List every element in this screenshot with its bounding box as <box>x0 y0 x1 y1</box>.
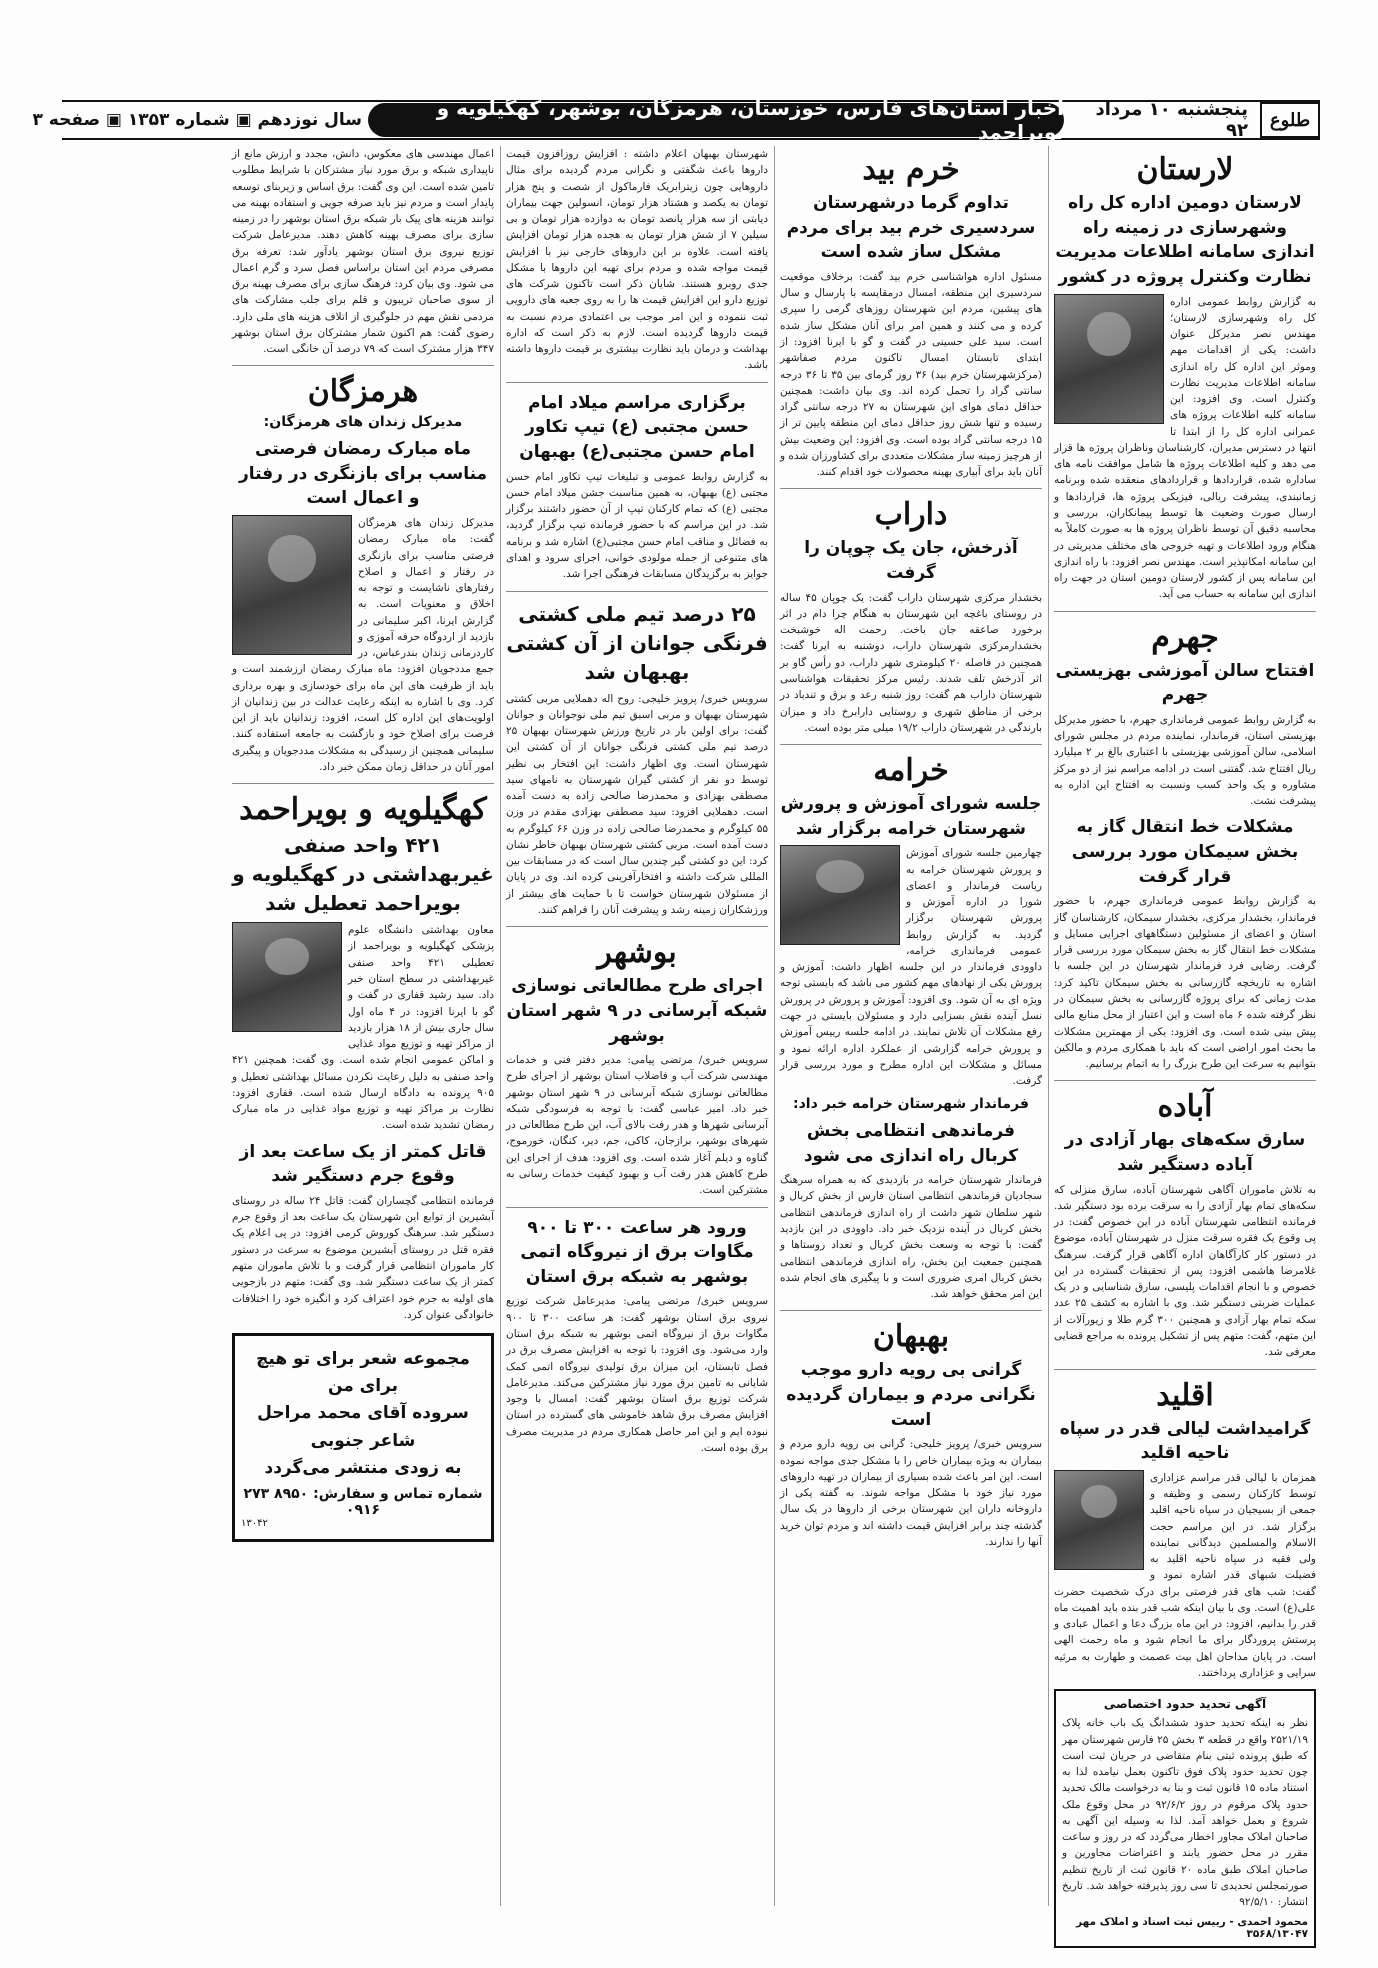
headline-jahrom-gas: مشکلات خط انتقال گاز به بخش سیمکان مورد بررسی قرار گرفت <box>1071 817 1299 887</box>
ad-line-2: سروده آقای محمد مراحل <box>257 1403 469 1424</box>
divider <box>1054 1369 1316 1370</box>
section-title-kharameh: خرامه <box>873 753 949 789</box>
article-body-abadeh: به تلاش ماموران آگاهی شهرستان آباده، سارق منزلی که سکه‌های تمام بهار آزادی را به سرقت برده بود دستگیر شد. فرمانده انتظامی شهرستان آباده در این خصوص گفت: در پی وقوع یک فقره سرقت منزل در شهرستان آباده، موضوع در دستور کار کارآگاهان اداره آگاهی قرار گرفت. سرهنگ غلامرضا هاشمی افزود: پس از تحقیقات گسترده در این خصوص و با انجام اقدامات پلیسی، سارق شناسایی و در یک عملیات ضربتی دستگیر شد. وی با اشاره به کشف ۲۵ عدد سکه تمام بهار آزادی و همچنین ۳۰۰ گرم طلا و زیورآلات از این متهم، گفت: متهم پس از تشکیل پرونده به مراجع قضایی معرفی شد. <box>1054 1183 1316 1359</box>
headline-larestan: لارستان دومین اداره کل راه وشهرسازی در زمینه راه اندازی سامانه اطلاعات مدیریت نظارت وکنترل پروژه در کشور <box>1055 193 1315 287</box>
ad-line-4: به زودی منتشر می‌گردد <box>264 1457 462 1478</box>
kicker-hormozgan: مدیرکل زندان های هرمزگان: <box>263 414 463 431</box>
article-body-kohgiluyeh: معاون بهداشتی دانشگاه علوم پزشکی کهگیلویه و بویراحمد از تعطیلی ۴۲۱ واحد صنفی غیربهداشتی در سطح استان خبر داد. سید رشید قفاری در گفت و گو با ایرنا افزود: در ۴ ماه اول سال جاری بیش از ۱۸ هزار بازدید از مراکز تهیه و توزیع مواد غذایی و اماکن عمومی انجام شده است. وی گفت: همچنین ۴۲۱ واحد صنفی به دلیل رعایت نکردن مسائل بهداشتی تعطیل و ۹۰۵ پرونده به دادگاه ارسال شده است. قفاری افزود: نظارت بر مراکز تهیه و توزیع مواد غذایی در ماه مبارک رمضان تشدید شده است. <box>232 924 495 1132</box>
masthead <box>32 96 1320 144</box>
divider <box>232 783 494 784</box>
section-title-hormozgan: هرمزگان <box>307 374 419 410</box>
article-body-jahrom-gas: به گزارش روابط عمومی فرمانداری جهرم، با حضور فرماندار، بخشدار مرکزی، بخشدار سیمکان، کارشناسان گاز استان و اعضای از مسئولین دستگاههای اجرایی مسایل و مشکلات خط انتقال گاز به بخش سیمکان مورد بررسی قرار گرفت. رضایی فرد فرماندار شهرستان در این جلسه با اشاره به تاریخچه گازرسانی به بخش سیمکان تاکید کرد: مدت زمانی که برای پروژه گازرسانی به بخش سیمکان در نظر گرفته شده ۶ ماه است و این اعتبار از محل منابع مالی پیش بینی شده است. وی افزود: یکی از مهمترین مشکلات ما بحث امور اراضی است که باید با همکاری مردم و مالکین بتوانیم به سرعت این طرح بزرگ را به اتمام برسانیم. <box>1054 895 1317 1071</box>
article-body-behbahan-ceremony: به گزارش روابط عمومی و تبلیغات تیپ تکاور امام حسن مجتبی (ع) بهبهان، به همین مناسبت جشن میلاد امام حسن مجتبی (ع) که تمام کارکنان تیپ از آن حضور داشتند برگزار شد. در این مراسم که با حضور فرمانده تیپ برگزار گردید، به فضائل و مناقب امام حسن مجتبی(ع) اشاره شد و برنامه های متنوعی از جمله مولودی خوانی، اجرای سرود و اهدای جوایز به برگزیدگان مسابقات فرهنگی اجرا شد. <box>506 470 768 581</box>
headline-bushehr: اجرای طرح مطالعاتی نوسازی شبکه آبرسانی در ۹ شهر استان بوشهر <box>506 976 768 1046</box>
column-divider <box>1048 146 1049 1906</box>
divider <box>780 744 1042 745</box>
headline-bushehr-power: ورود هر ساعت ۳۰۰ تا ۹۰۰ مگاوات برق از نیروگاه اتمی بوشهر به شبکه برق استان <box>520 1217 754 1287</box>
headline-khorambid: تداوم گرما درشهرستان سردسیری خرم بید برای مردم مشکل ساز شده است <box>786 193 1036 263</box>
issue-number: سال نوزدهم ▣ شماره ۱۳۵۳ ▣ صفحه ۳ <box>32 110 362 130</box>
photo-official <box>1054 294 1164 424</box>
headline-jahrom: افتتاح سالن آموزشی بهزیستی جهرم <box>1055 660 1315 706</box>
column-3 <box>506 146 768 1906</box>
section-title-kohgiluyeh: کهگیلویه و بویراحمد <box>239 792 487 828</box>
photo-prison-visit <box>232 515 352 655</box>
headline-kohgiluyeh: ۴۲۱ واحد صنفی غیربهداشتی در کهگیلویه و بویراحمد تعطیل شد <box>232 833 494 916</box>
article-body-jahrom: به گزارش روابط عمومی فرمانداری جهرم، با حضور مدیرکل بهزیستی استان، فرماندار، نماینده مردم در مجلس شورای اسلامی، سالن آموزشی بهزیستی با اعتباری بالغ بر ۲ میلیارد ریال افتتاح شد. گفتنی است در ادامه مراسم نیز از دو مرکز مشاوره و یک واحد کسب ونسبت به افتتاح این اداره به پیشرفت نشت. <box>1054 713 1316 808</box>
poetry-book-ad <box>232 1333 494 1542</box>
ad-contact: شماره تماس و سفارش: ۸۹۵۰ ۲۷۳ ۰۹۱۶ <box>243 1486 483 1519</box>
divider <box>506 1207 768 1208</box>
article-body-behbahan-wrestling: سرویس خبری/ پرویز خلیجی: روح اله دهملایی مربی کشتی شهرستان بهبهان و مربی اسبق تیم ملی نوجوانان و جوانان گفت: برای اولین بار در تاریخ ورزش شهرستان بهبهان ۲۵ درصد تیم ملی کشتی فرنگی جوانان از آن کشتی این شهرستان است. وی اظهار داشت: این افتخار بی نظیر توسط دو نفر از کشتی گیران شهرستان به نامهای سید مصطفی بهزادی و محمدرضا صالحی زاده به دست آمده است. دهملایی افزود: سید مصطفی بهزادی مقدم در وزن ۵۵ کیلوگرم و محمدرضا صالحی زاده در وزن ۶۶ کیلوگرم به دست آمده است. مربی کشتی شهرستان بهبهان خاطر نشان کرد: این دو کشتی گیر چندین سال است که در مسابقات بین المللی شرکت داشته و افتخارآفرینی کرده اند. وی در پایان از مسئولان شهرستان خواست تا با حمایت های بیشتر از ورزشکاران زمینه رشد و پیشرفت آنان را فراهم کنند. <box>506 692 768 916</box>
notice-body: نظر به اینکه تحدید حدود ششدانگ یک باب خانه پلاک ۲۵۲۱/۱۹ واقع در قطعه ۳ بخش ۲۵ فارس شهرستان مهر که طبق پرونده ثبتی بنام متقاضی در جریان ثبت است چون تحدید حدود پلاک فوق تاکنون بعمل نیامده لذا به استناد ماده ۱۵ قانون ثبت و بنا به درخواست مالک تحدید حدود پلاک مرقوم در روز ۹۲/۶/۲ در محل وقوع ملک شروع و بعمل خواهد آمد. لذا به وسیله این آگهی به صاحبان املاک مجاور اخطار می‌گردد که در روز و ساعت مقرر در محل حضور یابند و اعتراضات مجاورین و صاحبان املاک طبق ماده ۲۰ قانون ثبت از تاریخ تنظیم صورتمجلس تحدیدی تا سی روز پذیرفته خواهد شد. تاریخ انتشار: ۹۲/۵/۱۰ <box>1062 1717 1309 1909</box>
column-divider <box>774 146 775 1906</box>
headline-eghlid: گرامیداشت لیالی قدر در سپاه ناحیه اقلید <box>1059 1418 1311 1464</box>
notice-signature: محمود احمدی - رییس ثبت اسناد و املاک مهر ۳۵۶۸/۱۳۰۴۷ <box>1076 1916 1308 1941</box>
article-body-kharameh-police: فرماندار شهرستان خرامه در بازدیدی که به همراه سرهنگ سجادیان فرماندهی انتظامی استان فارس از بخش کربال و شهر سلطان شهر داشت از راه اندازی فرماندهی انتظامی بخش کربال در آینده نزدیک خبر داد. داوودی در این بازدید گفت: با توجه به وسعت بخش کربال و تعداد روستاها و همچنین جمعیت این بخش، راه اندازی فرماندهی انتظامی بخش کربال امری ضروری است و با پیگیری های انجام شده این امر محقق خواهد شد. <box>780 1174 1042 1301</box>
column-1 <box>1054 146 1317 1941</box>
notice-title: آگهی تحدید حدود اختصاصی <box>1103 1697 1267 1712</box>
headline-behbahan-wrestling: ۲۵ درصد تیم ملی کشتی فرنگی جوانان از آن کشتی بهبهان شد <box>506 601 768 684</box>
divider <box>506 382 768 383</box>
column-divider <box>500 146 501 1906</box>
kicker-kharameh: فرماندار شهرستان خرامه خبر داد: <box>793 1096 1029 1113</box>
headline-behbahan-ceremony: برگزاری مراسم میلاد امام حسن مجتبی (ع) تیپ تکاور امام حسن مجتبی(ع) بهبهان <box>519 392 755 462</box>
headline-kharameh: جلسه شورای آموزش و پرورش شهرستان خرامه برگزار شد <box>780 794 1042 839</box>
article-body-bushehr: سرویس خبری/ مرتضی پیامی: مدیر دفتر فنی و خدمات مهندسی شرکت آب و فاضلاب استان بوشهر از اجرای طرح مطالعاتی نوسازی شبکه آبرسانی در ۹ شهر استان بوشهر خبر داد. امیر عباسی گفت: با توجه به فرسودگی شبکه آبرسانی شهرها و هدر رفت بالای آب، این طرح مطالعاتی در شهرهای بوشهر، برازجان، کاکی، جم، دیر، کنگان، خورموج، گناوه و دیلم آغاز شده است. وی افزود: هدف از اجرای این طرح کاهش هدر رفت آب و بهبود کیفیت خدمات رسانی به مشترکین است. <box>506 1054 768 1197</box>
ad-line-1: مجموعه شعر برای تو هیچ برای من <box>256 1349 470 1397</box>
headline-hormozgan: ماه مبارک رمضان فرصتی مناسب برای بازنگری در رفتار و اعمال است <box>238 439 488 509</box>
article-body-behbahan-cont: شهرستان بهبهان اعلام داشته : افزایش روزافزون قیمت داروها باعث شگفتی و نگرانی مردم گردیده برای مثال داروهایی چون زیترابریک فارماکول از شصت و پنج هزار تومان به یکصد و هشتاد هزار تومان، انسولین جهت بیماران دیابتی از سه هزار پانصد تومان به دوازده هزار تومان و بی سیلین ۷ از شش هزار تومان به هجده هزار تومان افزایش یافته است. علاوه بر این داروهای خارجی نیز با افزایش قیمت مواجه شده و مردم برای تهیه این داروها با مشکل جدی روبرو هستند. شایان ذکر است تاکنون شرکت های توزیع دارو این افزایش قیمت ها را به روی جعبه های دارویی ثبت ننموده و این امر موجب بی اعتمادی مردم نسبت به قیمت داروها گردیده است. لازم به ذکر است که اداره بهداشت و درمان باید نظارت بیشتری بر قیمت داروها داشته باشد. <box>506 148 768 372</box>
section-title-behbahan: بهبهان <box>872 1319 950 1355</box>
photo-meeting <box>780 845 900 945</box>
article-body-hormozgan: مدیرکل زندان های هرمزگان گفت: ماه مبارک رمضان فرصتی مناسب برای بازنگری در رفتار و اعمال و اصلاح رفتارهای ناشایست و توجه به اخلاق و معنویات است. به گزارش ایرنا، اکبر سلیمانی در بازدید از اردوگاه حرفه آموزی و کاردرمانی زندان بندرعباس، در جمع مددجویان افزود: ماه مبارک رمضان ارزشمند است و باید از ظرفیت های این ماه برای خودسازی و بهره برداری کرد. وی با اشاره به اینکه رعایت عدالت در بین زندانیان از اولویت‌های این اداره کل است، افزود: زندانیان باید از این فرصت برای اصلاح خود و بازگشت به جامعه استفاده کنند. سلیمانی همچنین از رسیدگی به مشکلات مددجویان و پیگیری امور آنان در حداقل زمان ممکن خبر داد. <box>232 516 494 773</box>
article-body-bushehr-power: سرویس خبری/ مرتضی پیامی: مدیرعامل شرکت توزیع نیروی برق استان بوشهر گفت: هر ساعت ۳۰۰ تا ۹۰۰ مگاوات برق از نیروگاه اتمی بوشهر به شبکه برق استان وارد می‌شود. وی افزود: با توجه به افزایش مصرف برق در فصل تابستان، این میزان برق تولیدی نیروگاه اتمی کمک شایانی به تامین برق مورد نیاز مشترکین می‌کند. مدیرعامل شرکت توزیع برق استان بوشهر گفت: امسال با وجود افزایش مصرف برق شاهد خاموشی های گسترده در استان نبوده ایم و این امر حاصل همکاری مردم در مدیریت مصرف برق بوده است. <box>506 1295 768 1454</box>
article-body-darab: بخشدار مرکزی شهرستان داراب گفت: یک چوپان ۴۵ ساله در روستای باغچه این شهرستان به هنگام چرا دام در اثر برخورد صاعقه جان باخت. رحمت اله خوشبخت بخشدارمرکزی شهرستان داراب، دوشنبه به ایرنا گفت: همچنین در فاصله ۲۰ کیلومتری شهر داراب، دو رأس گاو بر اثر آذرخش تلف شدند. رئیس مرکز تحقیقات هواشناسی شهرستان داراب هم گفت: روز شنبه رعد و برق و تندباد در برخی از مناطق شهری و روستایی دارابرخ داد و میزان بارندگی در شهرستان داراب ۱۹/۲ میلی متر بوده است. <box>780 591 1043 734</box>
divider <box>506 591 768 592</box>
issue-date: پنجشنبه ۱۰ مرداد ۹۲ <box>1095 99 1248 141</box>
section-title-khorambid: خرم بید <box>862 152 960 187</box>
headline-abadeh: سارق سکه‌های بهار آزادی در آباده دستگیر شد <box>1064 1130 1306 1175</box>
section-title-larestan: لارستان <box>1136 152 1234 187</box>
ad-line-3: شاعر جنوبی <box>310 1430 416 1451</box>
page-section-banner: اخبار استان‌های فارس، خوزستان، هرمزگان، بوشهر، کهگیلویه و بویراحمد <box>368 103 1064 137</box>
article-body-behbahan: سرویس خبری/ پرویز خلیجی: گرانی بی رویه دارو مردم و بیماران به ویژه بیماران خاص را با مشکل جدی مواجه نموده است. این امر باعث شده بسیاری از بیماران در تهیه داروهای مورد نیاز خود با مشکل مواجه شوند. به گفته یکی از داروخانه داران این شهرستان برخی از داروها در یک سال گذشته چند برابر افزایش قیمت داشته اند و مردم توان خرید آنها را ندارند. <box>780 1438 1042 1548</box>
section-title-bushehr: بوشهر <box>597 935 677 971</box>
column-4 <box>232 146 494 1906</box>
section-title-darab: داراب <box>874 497 948 533</box>
photo-health-official <box>232 922 342 1032</box>
headline-murder-arrest: قاتل کمتر از یک ساعت بعد از وقوع جرم دستگیر شد <box>239 1141 487 1187</box>
article-body-khorambid: مسئول اداره هواشناسی خرم بید گفت: برخلاف موقعیت سردسیری این منطقه، امسال درمقایسه با پارسال و سال های پیشین، مردم این شهرستان روزهای گرمی را سپری کرده و می کنند و همین امر برای آنان مشکل ساز شده است. سید علی حسینی در گفت و گو با ایرنا افزود: از ابتدای تابستان امسال تاکنون مردم صفاشهر (مرکزشهرستان خرم بید) ۳۶ روز گرمای بین ۳۵ تا ۳۶ درجه سانتی گراد را تحمل کرده اند. وی بیان داشت: همچنین حداقل دمای هوای این شهرستان به ۲۷ درجه سانتی گراد رسیده و تنها شش روز حداقل دمای این منطقه پایین تر از ۱۵ درجه سانتی گراد بوده است. وی افزود: این وضعیت بیش از هرچیز زمینه ساز مشکلات متعددی برای کشاورزان شده و آنان باید برای آبیاری بهینه محصولات خود اقدام کنند. <box>780 270 1042 479</box>
divider <box>506 926 768 927</box>
newspaper-logo: طلوع <box>1260 102 1320 138</box>
article-body-larestan: به گزارش روابط عمومی اداره کل راه وشهرسازی لارستان؛ مهندس نصر مدیرکل عنوان داشت: یکی از اقدامات مهم وموثر این اداره کل راه اندازی سامانه اطلاعات مدیریت نظارت وکنترل است. وی افزود: این سامانه کلیه اطلاعات پروژه های عمرانی اداره کل را از ابتدا تا انتها در دسترس مدیران، کارشناسان وناظران پروژه ها قرار می دهد و کلیه اطلاعات پروژه ها شامل موافقت نامه های ساداره شده، قراردادها و قراردادهای منعقده شده وبرنامه زمانبندی، پیشرفت ریالی، فیزیکی پروژه ها، قراردادها و ارسال صورت وضعیت ها توسط پیمانکاران، بررسی و محاسبه دقیق آن توسط ناظران پروژه ها به صورت کاملاً به هنگام ورود اطلاعات و تهیه خروجی های مختلف مدیریتی در این سامانه امکانپذیر است. مهندس نصر افزود: با راه اندازی این سامانه پس از کشور لارستان دومین استان در جهت راه اندازی این سامانه به حساب می آید. <box>1054 295 1316 601</box>
column-2 <box>780 146 1042 1906</box>
headline-kharameh-police: فرماندهی انتظامی بخش کربال راه اندازی می شود <box>803 1120 1019 1166</box>
article-body-power-cont: اعمال مهندسی های معکوس، دانش، مجدد و ارزش مانع از ناپیداری شبکه و برق مورد نیاز مشترکان با شرایط مطلوب تامین شده است. این وی گفت: برق اساس و زیربنای توسعه پایدار است و مردم نیز باید صرفه جویی و استفاده بهینه می توانند هزینه های پیک بار شبکه برق استان بوشهر را در زمینه سازی برای مصرف بهینه کاهش دهند. مدیرعامل شرکت توزیع نیروی برق استان بوشهر یادآور شد: تعرفه برق مصرفی مردم این استان براساس فصل سرد و گرم اعمال می شود. وی بیان کرد: فرهنگ سازی برای مصرف بهینه برق از سوی صاحبان تریبون و قلم برای جلب مشارکت های مردمی نقش مهم در جلوگیری از اتلاف هزینه های ملی دارد. رضوی گفت: هم اکنون شمار مشترکان برق استان بوشهر ۳۴۷ هزار مشترک است که ۷۹ درصد آن خانگی است. <box>232 148 494 356</box>
article-body-eghlid: همزمان با لیالی قدر مراسم عزاداری توسط کارکنان رسمی و وظیفه و جمعی از بسیجیان در سپاه ناحیه اقلید برگزار شد. در این مراسم حجت الاسلام والمسلمین دیدگانی نماینده ولی فقیه در سپاه ناحیه اقلید به فضیلت شبهای قدر اشاره نمود و گفت: شب های قدر فرصتی برای درک شخصیت حضرت علی(ع) است. وی با بیان اینکه شب قدر بنده باید اهمیت ماه قدر را بدانیم، افزود: در این ماه بزرگ دعا و اعمال عبادی و پرستش پروردگار برای ما انجام شود و ماه رحمت الهی است. در پایان مداحان اهل بیت عصمت و طهارت به مرثیه سرایی و عزاداری پرداختند. <box>1054 1471 1316 1679</box>
divider <box>1054 1080 1316 1081</box>
divider <box>232 365 494 366</box>
divider <box>1054 611 1316 612</box>
divider <box>780 1310 1042 1311</box>
legal-notice-box <box>1054 1689 1316 1948</box>
section-title-eghlid: اقلید <box>1156 1377 1214 1413</box>
headline-darab: آذرخش، جان یک چوپان را گرفت <box>804 538 1018 584</box>
photo-cleric <box>1054 1470 1144 1570</box>
ad-code: ۱۳۰۴۲ <box>241 1518 268 1530</box>
article-body-kharameh: چهارمین جلسه شورای آموزش و پرورش شهرستان خرامه به ریاست فرماندار و اعضای شورا در اداره آموزش و پرورش شهرستان برگزار گردید. به گزارش روابط عمومی فرمانداری خرامه، داوودی فرماندار در این جلسه اظهار داشت: آموزش و پرورش یکی از نهادهای مهم کشور می باشد که بایستی توجه ویژه ای به آن شود. وی افزود: آموزش و پرورش در پرورش نسل آینده نقش بسزایی دارد و مسئولان بایستی در جهت رفع مشکلات آن تلاش نمایند. در ادامه جلسه رییس آموزش و پرورش خرامه گزارشی از عملکرد اداره ارائه نمود و مسائل و مشکلات این اداره مطرح و مورد بررسی قرار گرفت. <box>780 847 1042 1088</box>
section-title-jahrom: جهرم <box>1151 619 1219 655</box>
article-body-murder-arrest: فرمانده انتظامی گچساران گفت: قاتل ۲۴ ساله در روستای آبشیرین از توابع این شهرستان یک ساعت بعد از وقوع جرم دستگیر شد. سرهنگ کوروش کرمی افزود: در پی اعلام یک فقره قتل در روستای آبشیرین موضوع به سرعت در دستور کار ماموران انتظامی قرار گرفت و با تلاش ماموران متهم کمتر از یک ساعت دستگیر شد. وی گفت: متهم در بازجویی های اولیه به جرم خود اعتراف کرد و انگیزه خود را اختلافات خانوادگی عنوان کرد. <box>232 1194 494 1321</box>
section-title-abadeh: آباده <box>1157 1089 1213 1125</box>
headline-behbahan: گرانی بی رویه دارو موجب نگرانی مردم و بیماران گردیده است <box>786 1360 1036 1430</box>
divider <box>780 488 1042 489</box>
